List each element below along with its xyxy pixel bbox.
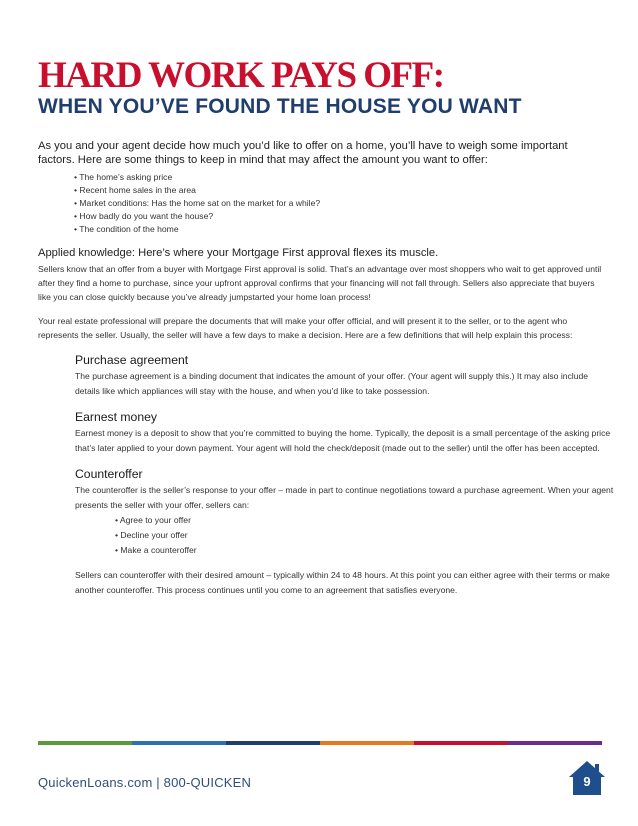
section-earnest-money [75,409,615,456]
factors-list [74,171,602,236]
page-number-badge [568,760,606,796]
list-item: • Market conditions: Has the home sat on the market for a while? [74,198,321,208]
bar-segment-purple [508,741,602,745]
applied-paragraph: Sellers know that an offer from a buyer with Mortgage First approval is solid. That’s an advantage over most shoppers who wait to get approved until after they find a home to purchase, since your upfront approval confirms that your financing will not fall through. Sellers also appreciate that buyers like you can close quickly because you’ve already jumpstarted your home loan process! [38,264,602,302]
intro-paragraph: As you and your agent decide how much you’d like to offer on a home, you’ll have to weigh some important factors. Here are some things to keep in mind that may affect the amount you want to offer: [38,140,568,166]
color-divider-bar [38,741,602,745]
section-title: Counteroffer [75,467,143,481]
counteroffer-closing: Sellers can counteroffer with their desired amount – typically within 24 to 48 hours. At this point you can either agree with their terms or make another counteroffer. This process continues until you come to an agreement that satisfies everyone. [75,570,610,595]
list-item: • The condition of the home [74,224,179,234]
section-title: Earnest money [75,410,157,424]
agent-paragraph: Your real estate professional will prepare the documents that will make your offer official, and will present it to the seller, or to the agent who represents the seller. Usually, the seller will have a few days to make a decision. Here are a few definitions that will help explain this process: [38,316,573,340]
section-counteroffer [75,466,615,598]
section-text: Earnest money is a deposit to show that you’re committed to buying the home. Typically, the deposit is a small percentage of the asking price that’s later applied to your down payment. Your agent will hold the check/deposit (made out to the seller) until the offer has been accepted. [75,428,611,453]
counteroffer-options [115,513,615,558]
list-item: • The home’s asking price [74,172,173,182]
list-item: • Decline your offer [115,530,188,540]
section-title: Purchase agreement [75,353,189,367]
section-purchase-agreement [75,352,615,399]
list-item: • Agree to your offer [115,515,191,525]
bar-segment-red [414,741,508,745]
bar-segment-blue [132,741,226,745]
bar-segment-navy [226,741,320,745]
bar-segment-orange [320,741,414,745]
applied-heading: Applied knowledge: Here’s where your Mortgage First approval flexes its muscle. [38,247,439,259]
page-number: 9 [583,774,591,789]
page-content [38,55,614,608]
section-text: The counteroffer is the seller’s response to your offer – made in part to continue negotiations toward a purchase agreement. When your agent presents the seller with your offer, sellers can: [75,485,614,510]
section-text: The purchase agreement is a binding document that indicates the amount of your offer. (Your agent will supply this.) It may also include details like which appliances will stay with the house, and when you’d like to take possession. [75,371,589,396]
list-item: • Recent home sales in the area [74,185,196,195]
page-subheading: WHEN YOU’VE FOUND THE HOUSE YOU WANT [38,95,522,118]
list-item: • How badly do you want the house? [74,211,214,221]
footer-contact[interactable]: QuickenLoans.com | 800-QUICKEN [38,775,252,790]
bar-segment-green [38,741,132,745]
list-item: • Make a counteroffer [115,545,197,555]
page-heading: HARD WORK PAYS OFF: [38,55,444,96]
